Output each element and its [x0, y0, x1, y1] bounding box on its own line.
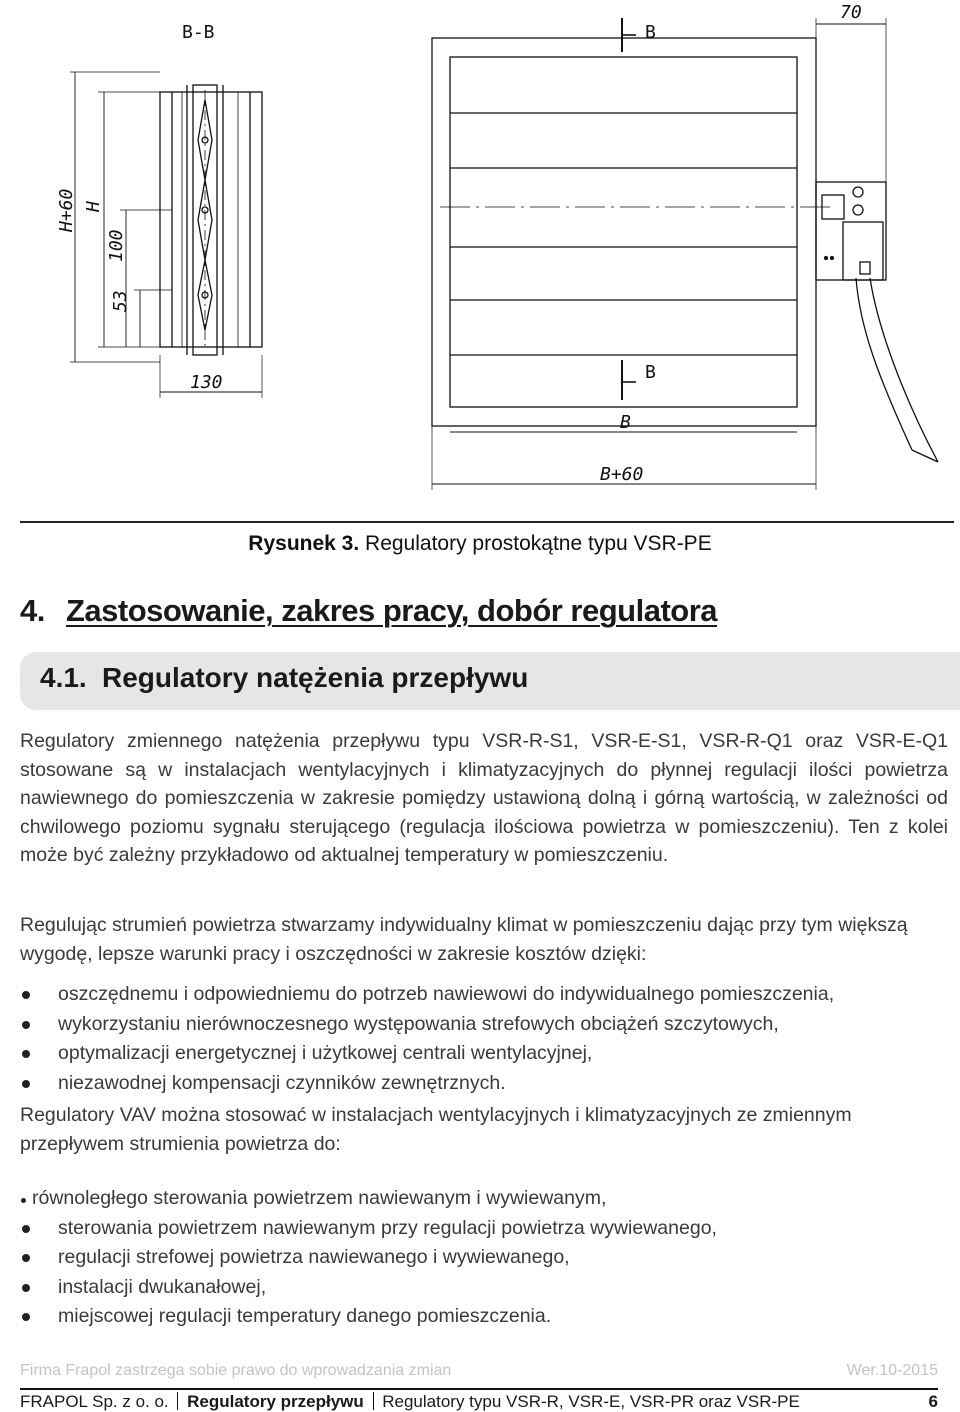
list-item: wykorzystaniu nierównoczesnego występowania strefowych obciążeń szczytowych,: [20, 1010, 950, 1040]
subsection-number: 4.1.: [40, 662, 87, 693]
technical-drawing: [0, 0, 960, 500]
label-dim-h: H: [83, 201, 104, 212]
footer-bar: [20, 1388, 938, 1412]
page-number: 6: [928, 1392, 938, 1411]
list-item: równoległego sterowania powietrzem nawiewanym i wywiewanym,: [20, 1184, 950, 1214]
footer-separator: [177, 1392, 178, 1410]
caption-text: Regulatory prostokątne typu VSR-PE: [359, 532, 712, 555]
footer-notice-row: [20, 1362, 938, 1380]
label-section-bb: B-B: [182, 22, 215, 43]
list-item: niezawodnej kompensacji czynników zewnętrznych.: [20, 1069, 950, 1099]
section-title: Zastosowanie, zakres pracy, dobór regulatora: [66, 593, 718, 628]
label-section-b-bottom: B: [645, 362, 656, 383]
figure-caption: [0, 532, 960, 556]
drawing-labels: [56, 2, 862, 485]
list-item: optymalizacji energetycznej i użytkowej centrali wentylacyjnej,: [20, 1039, 950, 1069]
label-dim-130: 130: [190, 372, 223, 393]
label-dim-b: B: [620, 412, 631, 433]
label-section-b-top: B: [645, 22, 656, 43]
subsection-heading: [20, 652, 960, 710]
label-dim-100: 100: [106, 229, 127, 262]
actuator: [816, 182, 938, 462]
caption-rule: [20, 521, 954, 523]
footer-separator: [373, 1392, 374, 1410]
footer-notice: Firma Frapol zastrzega sobie prawo do wprowadzania zmian: [20, 1362, 452, 1379]
list-item: oszczędnemu i odpowiedniemu do potrzeb nawiewowi do indywidualnego pomieszczenia,: [20, 980, 950, 1010]
paragraph-intro: Regulatory zmiennego natężenia przepływu typu VSR-R-S1, VSR-E-S1, VSR-R-Q1 oraz VSR-E-Q1 stosowane są w instalacjach wentylacyjnych i klimatyzacyjnych do płynnej regulacji ilości powietrza nawiewnego do pomieszczenia w zakresie pomiędzy ustawioną dolną i górną wartością, w zależności od chwilowego poziomu sygnału sterującego (regulacja ilościowa powietrza w pomieszczeniu). Ten z kolei może być zależny przykładowo od aktualnej temperatury w pomieszczeniu.: [20, 730, 948, 866]
paragraph-benefits-intro: Regulując strumień powietrza stwarzamy indywidualny klimat w pomieszczeniu dając przy tym większą wygodę, lepsze warunki pracy i oszczędności w zakresie kosztów dzięki:: [20, 914, 908, 965]
applications-list: [20, 1184, 950, 1332]
footer-section: Regulatory przepływu: [187, 1392, 364, 1411]
section-view-bb: [70, 72, 262, 398]
front-view: [432, 18, 886, 490]
benefits-list: [20, 980, 950, 1098]
label-dim-h60: H+60: [56, 188, 77, 232]
label-dim-53: 53: [110, 290, 131, 312]
footer-company: FRAPOL Sp. z o. o.: [20, 1392, 169, 1411]
paragraph-applications-intro: Regulatory VAV można stosować w instalacjach wentylacyjnych i klimatyzacyjnych ze zmiennym przepływem strumienia powietrza do:: [20, 1104, 852, 1155]
footer-version: Wer.10-2015: [846, 1362, 938, 1379]
subsection-title: Regulatory natężenia przepływu: [102, 662, 529, 693]
caption-label: Rysunek 3.: [248, 532, 360, 555]
footer-doc-title: Regulatory typu VSR-R, VSR-E, VSR-PR oraz VSR-PE: [382, 1392, 800, 1411]
list-item: regulacji strefowej powietrza nawiewanego i wywiewanego,: [20, 1243, 950, 1273]
section-heading: [20, 593, 717, 629]
list-item: instalacji dwukanałowej,: [20, 1273, 950, 1303]
list-item: miejscowej regulacji temperatury danego pomieszczenia.: [20, 1302, 950, 1332]
list-item: sterowania powietrzem nawiewanym przy regulacji powietrza wywiewanego,: [20, 1214, 950, 1244]
label-dim-b60: B+60: [600, 464, 644, 485]
label-dim-70: 70: [840, 2, 862, 23]
section-number: 4.: [20, 593, 45, 628]
